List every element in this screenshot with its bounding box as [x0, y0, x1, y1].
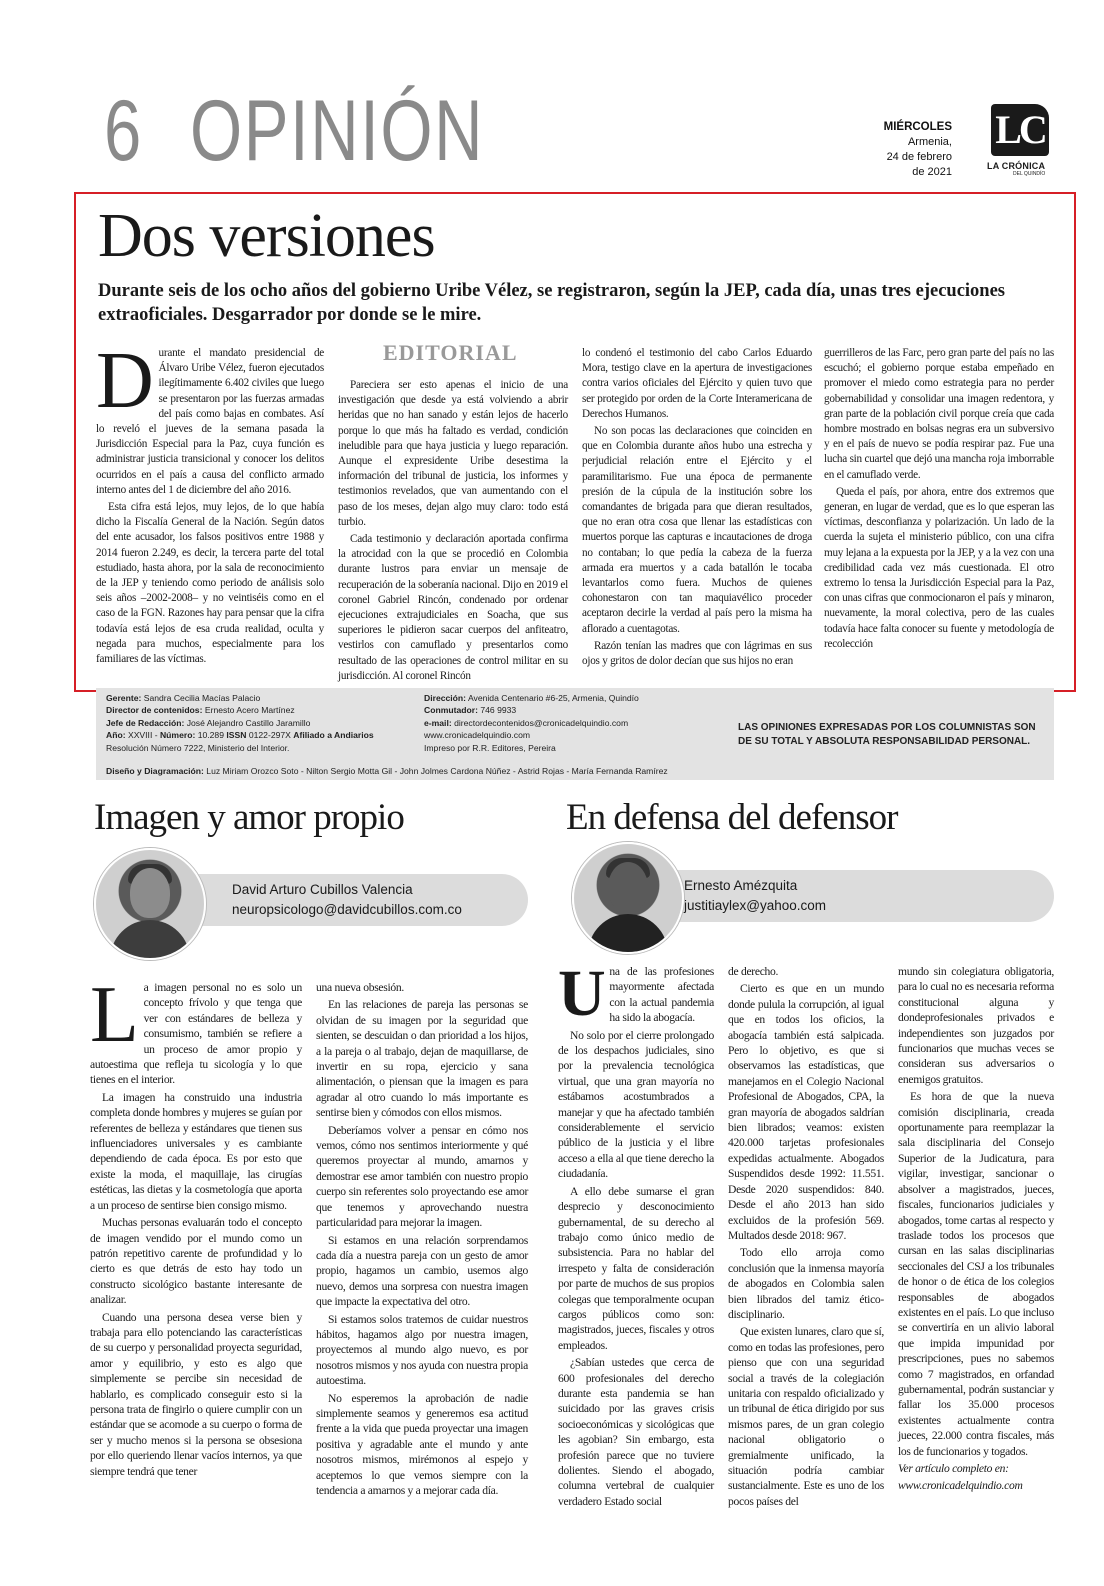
column-right-text-1 [558, 957, 714, 1511]
editorial-deck: Durante seis de los ocho años del gobierno Uribe Vélez, se registraron, según la JEP, cada día, unas tres ejecuciones extraoficiales. Desgarrador por donde se le mire. [98, 281, 1005, 325]
date-block [884, 120, 952, 180]
column-right-byline [624, 870, 1054, 922]
logo-name: LA CRÓNICA [987, 161, 1046, 171]
staff-label: Conmutador: [424, 705, 478, 716]
paragraph: Si estamos en una relación sorprendamos cada día a nuestra pareja con un gesto de amor propio, hagamos un cambio, usemos algo nuevo, demos una sorpresa con nuestra imagen que impacte la expectativa del otro. [316, 1233, 528, 1309]
author-avatar [572, 842, 684, 954]
date-year: de 2021 [912, 166, 952, 178]
paragraph: No esperemos la aprobación de nadie simplemente seamos y generemos esa actitud frente a la vida que pueda proyectar una imagen positiva y agradable ante el mundo y ante nosotros mismos, mirémonos al espejo y aceptemos lo que vemos siempre con la tendencia a amarnos y a mejorar cada día. [316, 1391, 528, 1497]
editorial-column-3 [582, 346, 812, 671]
staff-column-middle [424, 692, 639, 754]
avatar-head [130, 868, 170, 918]
editorial-column-2 [338, 378, 568, 686]
paragraph: Queda el país, por ahora, entre dos extremos que generan, en lugar de verdad, que es lo que esperan las víctimas, desconfianza y polarización. Un lado de la cuerda la sujeta el ministerio público, con una cifra muy lejana a la expuesta por la JEP, y a la vez con una credibilidad cada vez más cuestionada. El otro extremo lo tensa la Jurisdicción Especial para la Paz, con unas cifras que conmocionaron el país y minaron, nuevamente, la moral colectiva, pero de las cuales todavía hace falta conocer su fuente y metodología de recolección [824, 485, 1054, 650]
staff-label: Jefe de Redacción: [106, 717, 185, 728]
logo-mark: LC [991, 104, 1049, 156]
paragraph: Pareciera ser esto apenas el inicio de una investigación que desde ya está volviendo a abrir heridas que no han sanado y están lejos de hacerlo porque lo que más ha faltado es verdad, condición ineludible para que haya justicia y luego reparación. Aunque el expresidente Uribe desestima la información del tribunal de justicia, los informes y testimonios revelados, que van aumentando con el paso de los meses, dejan algo muy claro: todo está turbio. [338, 379, 568, 528]
editorial-column-1 [96, 337, 324, 669]
paragraph: Muchas personas evaluarán todo el concepto de imagen vendido por el mundo como un patrón repetitivo carente de profundidad y lo cierto es que detrás de esto hay todo un constructo sicológico bastante interesante de analizar. [90, 1216, 302, 1307]
staff-resolution: Resolución Número 7222, Ministerio del Interior. [106, 742, 290, 753]
column-right-dropcap: U [558, 957, 606, 1030]
staff-box [96, 688, 1054, 780]
date-day: MIÉRCOLES [883, 121, 952, 133]
paragraph: ¿Sabían ustedes que cerca de 600 profesionales del derecho durante esta pandemia se han suicidado por las graves crisis socioeconómicas y sicológicas que les agobian? Sin embargo, esta profesión parece que no tuviere dolientes. Siendo el abogado, columna vertebral de cualquier verdadero Estado social [558, 1356, 714, 1508]
staff-value: Luz Miriam Orozco Soto - Nilton Sergio Motta Gil - John Jolmes Cardona Núñez - Astrid Rojas - María Fernanda Ramírez [206, 766, 668, 776]
paragraph: La imagen ha construido una industria completa donde hombres y mujeres se guían por referentes de belleza y estándares que tienen sus influenciadores universales y es cambiante dependiendo de cada época. Es por esto que existe la moda, el maquillaje, las cirugías estéticas, las dietas y la cosmetología que aporta a un proceso de sentirse bien consigo mismo. [90, 1090, 302, 1212]
author-name: David Arturo Cubillos Valencia [232, 882, 413, 897]
column-left-text-2 [316, 980, 528, 1500]
paragraph: Todo ello arroja como conclusión que la inmensa mayoría de abogados en Colombia salen bien librados del tamiz ético-disciplinario. [728, 1246, 884, 1321]
author-avatar [94, 848, 206, 960]
paragraph: Esta cifra está lejos, muy lejos, de lo que había dicho la Fiscalía General de la Nación. Según datos del ente acusador, los falsos positivos entre 1988 y 2014 fueron 2.249, es decir, la tercera parte del total estudiado, hasta ahora, por la sala de reconocimiento de la JEP y teniendo como periodo de análisis solo seis años –2002-2008– y no veintiséis como en el caso de la FGN. Razones hay para pensar que la cifra todavía está lejos de esa cruda realidad, oculta y negada para muchos, especialmente para los familiares de las víctimas. [96, 501, 324, 666]
paragraph: una nueva obsesión. [316, 981, 404, 994]
read-more-link[interactable]: www.cronicadelquindio.com [898, 1479, 1023, 1493]
paragraph: Cierto es que en un mundo donde pulula la corrupción, al igual que en todos los oficios, la abogacía también está salpicada. Pero lo objetivo, es que si observamos las estadísticas, que manejamos en el Colegio Nacional Profesional de Abogados, CPA, la gran mayoría de abogados saldrían bien librados; veamos: existen 420.000 tarjetas profesionales expedidas actualmente. Abogados Suspendidos desde 1992: 11.551. Desde 2020 suspendidos: 840. Desde el año 2013 han sido excluidos de la profesión 569. Multados desde 2018: 967. [728, 982, 884, 1242]
staff-value: 746 9933 [480, 705, 517, 716]
staff-affiliation: Afiliado a Andiarios [293, 730, 374, 741]
paragraph: Es hora de que la nueva comisión disciplinaria, creada oportunamente para reemplazar la sala disciplinaria del Consejo Superior de la Judicatura, para vigilar, investigar, sancionar o absolver a magistrados, jueces, fiscales, funcionarios judiciales y abogados, tome cartas al respecto y traslade todos los procesos que cursan en las salas disciplinarias seccionales del CSJ a los tribunales de honor o de ética de los colegios responsables de abogados existentes en el país. Lo que incluso se convertiría en un alivio laboral que impida impunidad por prescripciones, pues no sabemos como 7 magistrados, en orfandad gubernamental, podrán sustanciar y fallar los 35.000 procesos existentes actualmente contra jueces, 22.000 contra fiscales, más los de funcionarios y togados. [898, 1090, 1055, 1458]
staff-label: Número: [159, 730, 196, 741]
staff-design-credits [106, 765, 668, 777]
paragraph: En las relaciones de pareja las personas se olvidan de su imagen por la seguridad que sienten, se descuidan o dan prioridad a los hijos, a la pareja o al trabajo, dejan de maquillarse, de invertir en su ropa, ejercicio y sana alimentación, o piensan que la imagen es para agradar al otro cuando lo más importante es sentirse bien y cómodos con ellos mismos. [316, 998, 528, 1120]
staff-value: Sandra Cecilia Macías Palacio [143, 693, 261, 703]
author-email[interactable]: neuropsicologo@davidcubillos.com.co [232, 902, 462, 917]
section-number: 6 [104, 83, 143, 179]
staff-value: José Alejandro Castillo Jaramillo [186, 717, 311, 728]
staff-printer: Impreso por R.R. Editores, Pereira [424, 742, 556, 753]
staff-value: Avenida Centenario #6-25, Armenia, Quindío [467, 693, 639, 703]
paragraph: Deberíamos volver a pensar en cómo nos vemos, cómo nos sentimos interiormente y qué queremos proyectar al mundo, amarnos y demostrar ese amor también con nuestro propio cuerpo sin referentes solo proyectando ese amor que tenemos y aprovechando nuestra particularidad para mejorar la imagen. [316, 1123, 528, 1230]
paragraph: Que existen lunares, claro que sí, como en todas las profesiones, pero pienso que con una seguridad social a través de la colegiación unitaria con respaldo oficializado y un tribunal de ética dirigido por sus mismos pares, de un gran colegio nacional obligatorio o gremialmente unificado, la situación podría cambiar sustancialmente. Este es uno de los pocos países del [728, 1325, 884, 1508]
staff-label: Gerente: [106, 693, 142, 703]
paragraph: urante el mandato presidencial de Álvaro Uribe Vélez, fueron ejecutados ilegítimamente 6.402 civiles que luego se presentaron por las fuerzas armadas del país como bajas en combates. Así lo reveló el jueves de la semana pasada la Jurisdicción Especial para la Paz, cuya función es administrar justicia transicional y conocer los delitos ocurridos en el país a causa del conflicto armado interno antes del 1 de diciembre del año 2016. [96, 347, 324, 496]
avatar-body [588, 914, 668, 954]
column-left-byline [172, 874, 528, 926]
avatar-body [110, 920, 190, 960]
date-date: 24 de febrero [886, 151, 952, 163]
section-title: OPINIÓN [190, 83, 485, 179]
paragraph: lo condenó el testimonio del cabo Carlos Eduardo Mora, testigo clave en la apertura de investigaciones contra varios oficiales del Ejército y quien tuvo que ser protegido por orden de la Corte Interamericana de Derechos Humanos. [582, 347, 812, 420]
staff-label: ISSN [226, 730, 247, 741]
paragraph: na de las profesiones mayormente afectada con la actual pandemia ha sido la abogacía. [609, 965, 714, 1025]
paragraph: Si estamos solos tratemos de cuidar nuestros hábitos, hagamos algo por nuestra imagen, proyectemos al mundo algo nuevo, es por nosotros mismos y nos ayuda con nuestra propia autoestima. [316, 1312, 528, 1388]
paragraph: Cuando una persona desea verse bien y trabaja para ello potenciando las características de su cuerpo y personalidad proyecta seguridad, amor y equilibrio, y esto es algo que simplemente se percibe sin necesidad de hablarlo, es complicado conseguir esto si la persona trata de fingirlo o quiere cumplir con un estándar que se acomode a su cuerpo o forma de ser y mucho menos si la persona se obsesiona por ello queriendo llenar vacíos internos, ya que siempre tendrá que tener [90, 1310, 302, 1478]
editorial-column-4 [824, 346, 1054, 654]
avatar-head [608, 862, 648, 912]
staff-label: Año: [106, 730, 126, 741]
staff-label: Diseño y Diagramación: [106, 766, 204, 776]
staff-value: Ernesto Acero Martínez [204, 705, 295, 716]
staff-label: Dirección: [424, 693, 467, 703]
staff-website-link[interactable]: www.cronicadelquindio.com [424, 730, 531, 741]
paragraph: a imagen personal no es solo un concepto frívolo y que tenga que ver con estándares de belleza y consumismo, también se refiere a un proceso de amor propio y autoestima que refleja tu sicología y lo que tienes en el interior. [90, 981, 302, 1087]
newspaper-logo [987, 104, 1059, 177]
paragraph: de derecho. [728, 965, 779, 978]
paragraph: No son pocas las declaraciones que coinciden en que en Colombia durante años hubo una estrecha y perjudicial relación entre el Ejército y el paramilitarismo. Fue una época de permanente presión de la cúpula de la institución sobre los comandantes de brigada para que dieran resultados, que no eran otra cosa que llenar las estadísticas con muertos porque las capturas e incautaciones de droga no contaban; lo que pedía la cabeza de la fuerza armada era muertos y a cada batallón le tocaba levantarlos como fuera. Muchos de quienes cohonestaron con tan maquiavélico proceder aceptaron decirle la verdad al país pero la misma ha aflorado a cuentagotas. [582, 425, 812, 635]
staff-label: e-mail: [424, 717, 452, 728]
author-email[interactable]: justitiaylex@yahoo.com [684, 898, 827, 913]
paragraph: guerrilleros de las Farc, pero gran parte del país no las escuchó; el gobierno porque estaba empeñado en promover el miedo como estrategia para no perder gobernabilidad y consolidar una imagen redentora, y gran parte de la población civil porque creía que cada hombre mostrado en bolsas negras era un subversivo y en el país de nuevo se podía respirar paz. Fue una lucha sin cuartel que dejó una mancha roja imborrable en el camuflado verde. [824, 347, 1054, 481]
column-left-text-1 [90, 971, 302, 1481]
column-right-text-2 [728, 964, 884, 1511]
author-name: Ernesto Amézquita [684, 878, 798, 893]
staff-email-link[interactable]: directordecontenidos@cronicadelquindio.com [454, 717, 629, 728]
editorial-headline: Dos versiones [98, 202, 435, 270]
column-right-title: En defensa del defensor [566, 797, 898, 838]
staff-disclaimer: LAS OPINIONES EXPRESADAS POR LOS COLUMNISTAS SON DE SU TOTAL Y ABSOLUTA RESPONSABILIDAD PERSONAL. [738, 722, 1036, 747]
editorial-dropcap: D [96, 337, 154, 425]
paragraph: A ello debe sumarse el gran desprecio y desconocimiento gubernamental, de su derecho al trabajo como único medio de subsistencia. Para no hablar del irrespeto y falta de consideración por parte de muchos de sus propios colegas que temporalmente ocupan cargos públicos como son: magistrados, jueces, fiscales y otros empleados. [558, 1184, 714, 1352]
logo-subtitle: DEL QUINDÍO [1013, 171, 1046, 177]
column-right-text-3 [898, 964, 1054, 1496]
column-left-dropcap: L [90, 971, 139, 1059]
paragraph: mundo sin colegiatura obligatoria, para lo cual no es necesaria reforma constitucional alguna y dondeprofesionales privados e independientes son juzgados por funcionarios que muchas veces se consideran sus adversarios o enemigos gratuitos. [898, 965, 1054, 1086]
staff-label: Director de contenidos: [106, 705, 203, 716]
column-left-title: Imagen y amor propio [94, 797, 404, 838]
staff-value: XXVIII - [127, 730, 158, 741]
editorial-kicker: EDITORIAL [383, 340, 518, 365]
paragraph: No solo por el cierre prolongado de los despachos judiciales, sino por la prevalencia tecnológica virtual, que una gran mayoría no estábamos acostumbrados a manejar y que ha afectado también considerablemente el servicio público de la justicia y el libre acceso a ella al que tiene derecho la ciudadanía. [558, 1028, 714, 1181]
date-city: Armenia, [907, 136, 952, 148]
paragraph: Razón tenían las madres que con lágrimas en sus ojos y gritos de dolor decían que sus hijos no eran [582, 639, 812, 668]
staff-column-left [106, 692, 374, 754]
read-more-label: Ver artículo completo en: [898, 1462, 1009, 1475]
staff-value: 10.289 [197, 730, 224, 741]
paragraph: Cada testimonio y declaración aportada confirma la atrocidad con la que se procedió en Colombia durante lustros para enviar un mensaje de recuperación de la soberanía nacional. Dijo en 2019 el coronel Gabriel Rincón, condenado por ordenar ejecuciones extrajudiciales en Soacha, que sus superiores le pidieron sacar cuerpos del anfiteatro, vestirlos con camuflado y presentarlos como resultado de las operaciones de control militar en su jurisdicción. Al coronel Rincón [338, 533, 568, 682]
staff-value: 0122-297X [248, 730, 291, 741]
